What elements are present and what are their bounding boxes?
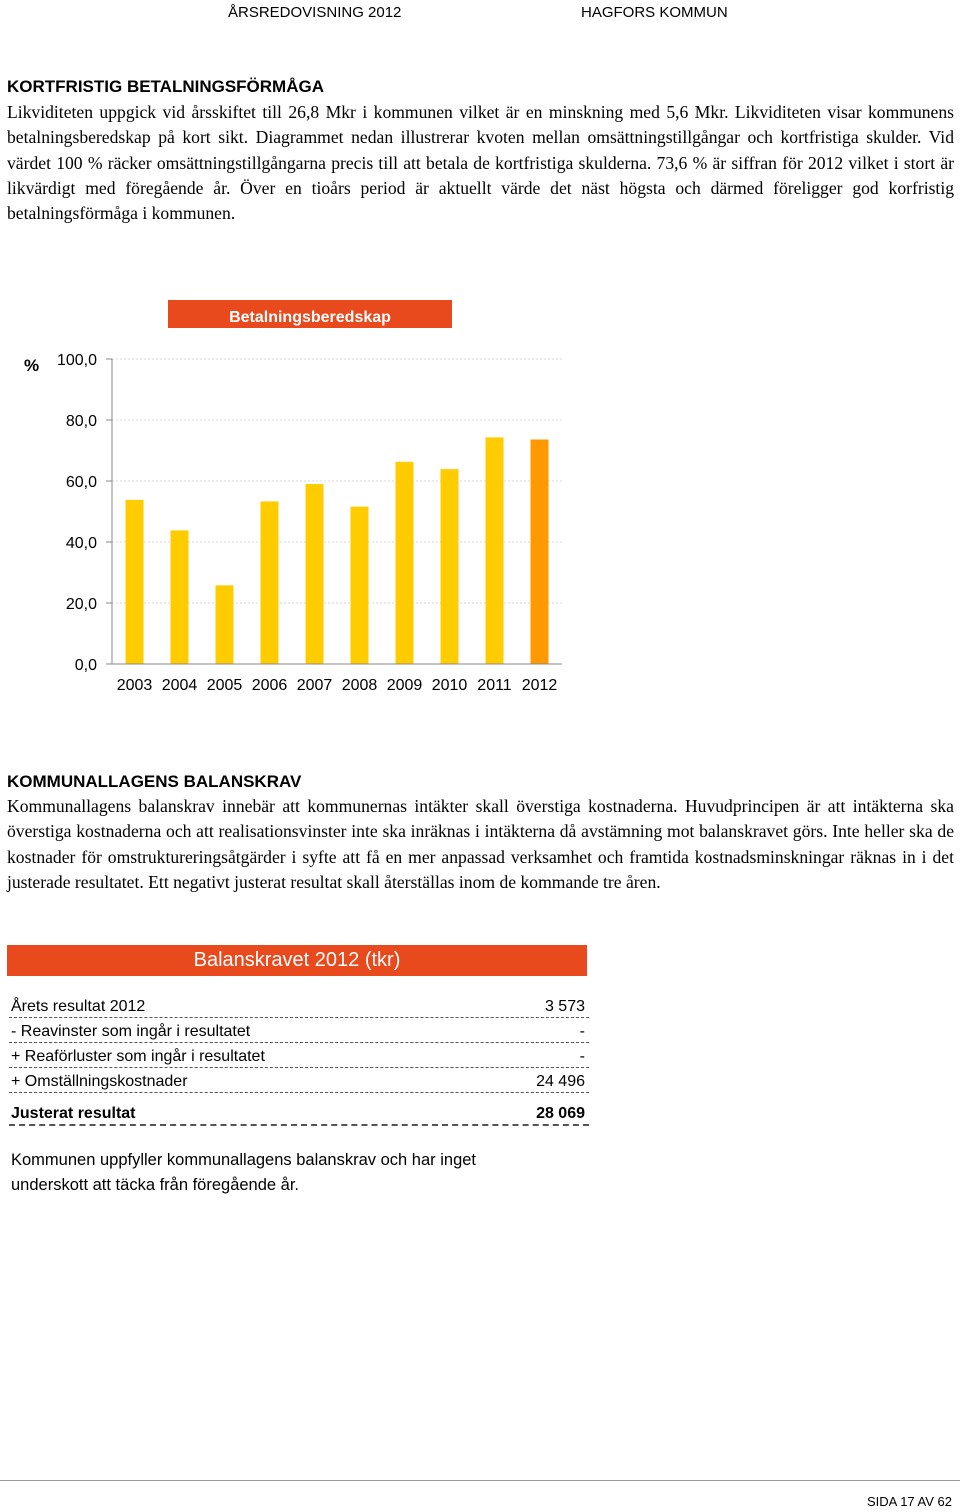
y-tick-label: 40,0 (65, 535, 97, 552)
balance-table-title: Balanskravet 2012 (tkr) (7, 945, 587, 976)
balance-total-row (9, 1103, 589, 1126)
balance-row-label: Årets resultat 2012 (11, 998, 146, 1015)
x-tick-label: 2010 (431, 677, 468, 694)
bar-2007 (306, 484, 324, 664)
y-axis-unit: % (24, 356, 40, 375)
x-tick-label: 2011 (477, 677, 512, 694)
y-tick-label: 80,0 (65, 413, 97, 430)
bar-2003 (126, 500, 144, 664)
x-tick-label: 2004 (161, 677, 198, 694)
balance-row-value: - (579, 1048, 585, 1065)
section-heading-balance-requirement: KOMMUNALLAGENS BALANSKRAV (7, 772, 302, 791)
x-tick-label: 2007 (296, 677, 333, 694)
bar-2010 (441, 469, 459, 664)
balance-row-label: + Reaförluster som ingår i resultatet (11, 1048, 265, 1065)
balance-total-value: 28 069 (536, 1105, 585, 1122)
payment-readiness-chart (0, 295, 600, 705)
balance-row-label: + Omställningskostnader (11, 1073, 188, 1090)
balance-total-label: Justerat resultat (11, 1105, 136, 1122)
y-tick-label: 60,0 (65, 474, 97, 491)
header-municipality: HAGFORS KOMMUN (581, 4, 728, 21)
balance-row-label: - Reavinster som ingår i resultatet (11, 1023, 251, 1040)
balance-row (9, 1046, 589, 1068)
bar-2008 (351, 507, 369, 664)
y-tick-label: 100,0 (56, 352, 97, 369)
bar-2006 (261, 501, 279, 664)
balance-row-value: 3 573 (544, 998, 585, 1015)
bar-2004 (171, 530, 189, 664)
balance-note: Kommunen uppfyller kommunallagens balanskrav och har inget underskott att täcka från föregående år. (11, 1151, 477, 1194)
header-report-title: ÅRSREDOVISNING 2012 (228, 4, 402, 21)
bar-2012 (531, 440, 549, 664)
paragraph-balance-requirement: Kommunallagens balanskrav innebär att kommunernas intäkter skall överstiga kostnaderna. Huvudprincipen är att intäkterna ska överstiga kostnaderna och att realisationsvinster inte ska inräknas i intäkterna då avstämning mot balanskravet görs. Inte heller ska de kostnader för omstruktureringsåtgärder i syfte att få en mer anpassad verksamhet och framtida kostnadsminskningar räknas in i det justerade resultatet. Ett negativt justerat resultat skall återställas inom de kommande tre åren. (7, 796, 954, 892)
balance-row-value: - (579, 1023, 585, 1040)
page-number: SIDA 17 AV 62 (866, 1494, 952, 1509)
x-tick-label: 2012 (521, 677, 558, 694)
y-tick-label: 0,0 (74, 657, 97, 674)
x-tick-label: 2003 (116, 677, 153, 694)
section-heading-liquidity: KORTFRISTIG BETALNINGSFÖRMÅGA (7, 77, 324, 96)
balance-row (9, 1071, 589, 1093)
chart-title: Betalningsberedskap (229, 309, 391, 326)
balance-row (9, 1021, 589, 1043)
bar-2009 (396, 462, 414, 664)
y-tick-label: 20,0 (65, 596, 97, 613)
footer-divider (0, 1480, 960, 1481)
paragraph-liquidity: Likviditeten uppgick vid årsskiftet till 26,8 Mkr i kommunen vilket är en minskning med 5,6 Mkr. Likviditeten visar kommunens betalningsberedskap på kort sikt. Diagrammet nedan illustrerar kvoten mellan omsättningstillgångar och kortfristiga skulder. Vid värdet 100 % räcker omsättningstillgångarna precis till att betala de kortfristiga skulderna. 73,6 % är siffran för 2012 vilket i stort är likvärdigt med föregående år. Över en tioårs period är aktuellt värde det näst högsta och därmed föreligger god korfristig betalningsförmåga i kommunen. (7, 102, 954, 224)
x-tick-label: 2006 (251, 677, 288, 694)
bar-2005 (216, 585, 234, 664)
bar-2011 (486, 437, 504, 664)
balance-row (9, 996, 589, 1018)
x-tick-label: 2005 (206, 677, 243, 694)
x-tick-label: 2008 (341, 677, 378, 694)
x-tick-label: 2009 (386, 677, 423, 694)
balance-row-value: 24 496 (536, 1073, 585, 1090)
